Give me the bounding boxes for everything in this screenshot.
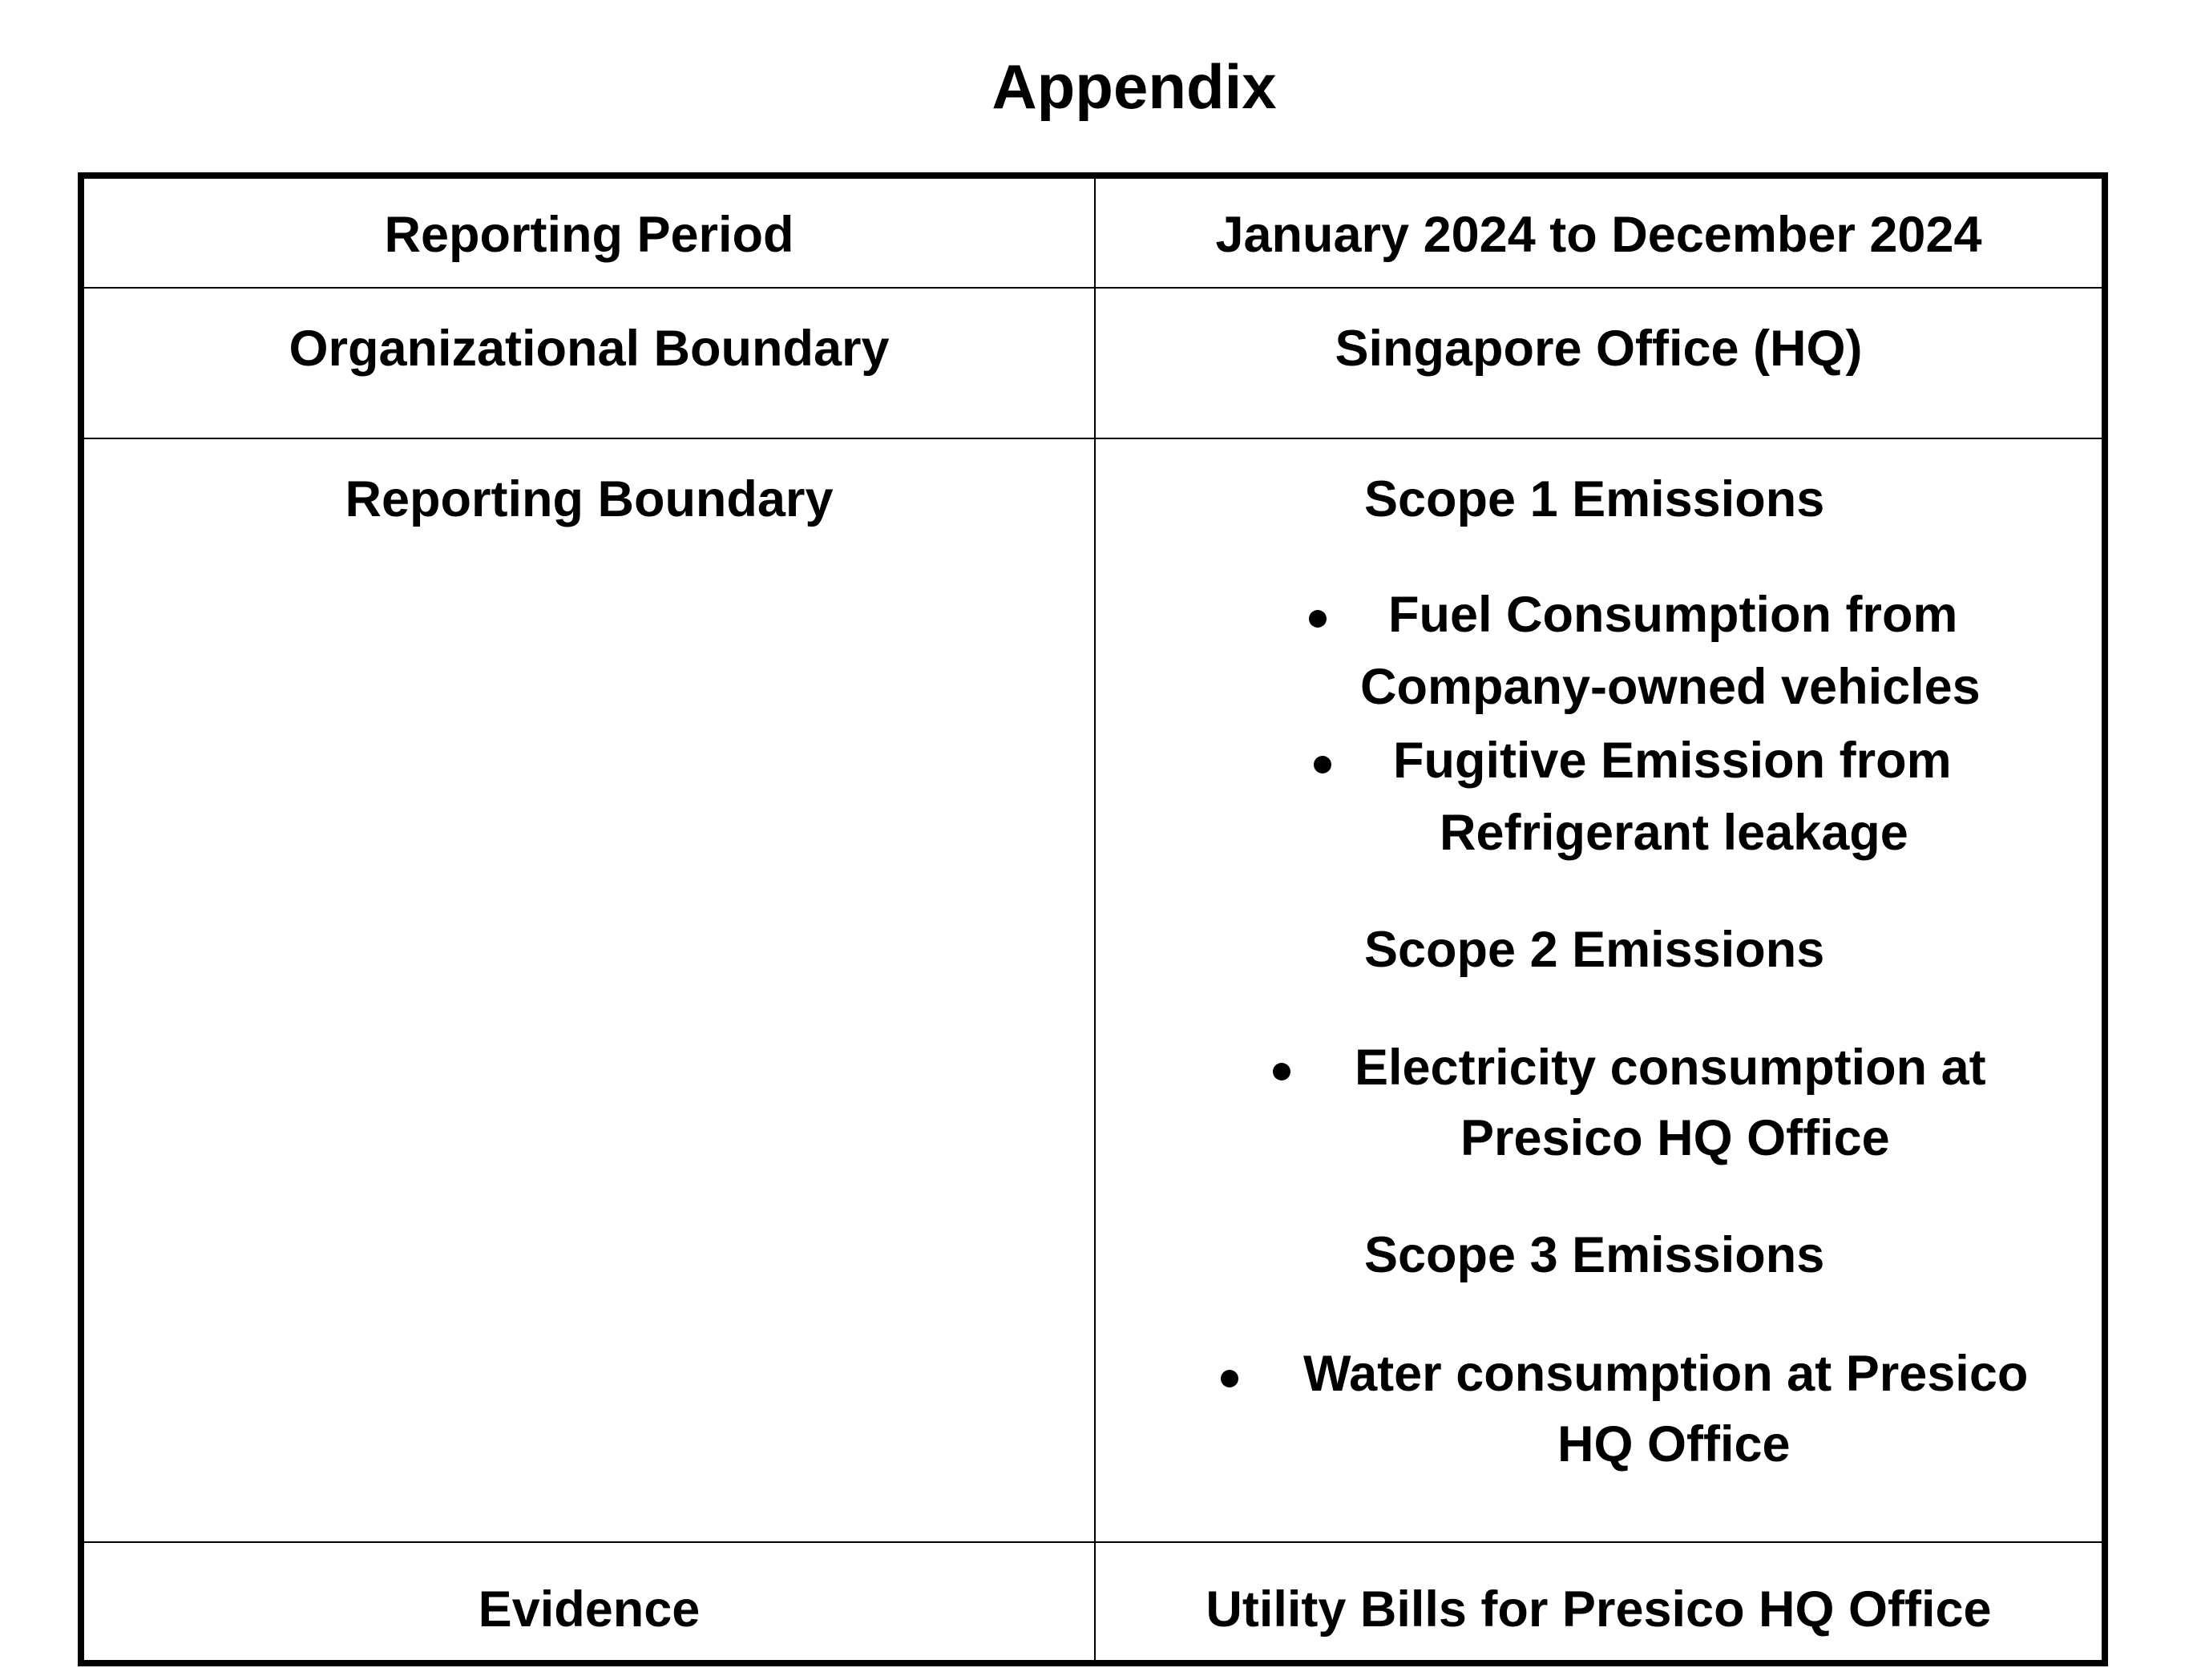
scope-1-item-1-line-2: Company-owned vehicles bbox=[1360, 659, 1981, 715]
scope-1-item-1-line-1: Fuel Consumption from bbox=[1388, 587, 1958, 643]
scope-2-item-1-line-1: Electricity consumption at bbox=[1355, 1040, 1986, 1096]
bullet-icon bbox=[1273, 1063, 1290, 1080]
scope-3-heading: Scope 3 Emissions bbox=[1364, 1227, 1825, 1283]
appendix-table bbox=[78, 172, 2108, 1666]
bullet-icon bbox=[1314, 756, 1331, 773]
row-divider bbox=[84, 287, 2102, 289]
scope-3-item-1-line-2: HQ Office bbox=[1557, 1416, 1791, 1472]
column-divider bbox=[1094, 179, 1096, 1660]
row-divider bbox=[84, 1541, 2102, 1543]
row-divider bbox=[84, 438, 2102, 439]
scope-2-item-1-line-2: Presico HQ Office bbox=[1460, 1110, 1890, 1166]
evidence-value: Utility Bills for Presico HQ Office bbox=[1206, 1581, 1992, 1638]
organizational-boundary-label: Organizational Boundary bbox=[289, 321, 890, 377]
scope-1-heading: Scope 1 Emissions bbox=[1364, 471, 1825, 527]
bullet-icon bbox=[1309, 610, 1327, 628]
reporting-period-label: Reporting Period bbox=[384, 207, 794, 263]
reporting-boundary-label: Reporting Boundary bbox=[345, 471, 834, 527]
evidence-label: Evidence bbox=[478, 1581, 701, 1638]
page-title: Appendix bbox=[991, 51, 1277, 122]
scope-1-item-2-line-1: Fugitive Emission from bbox=[1393, 733, 1952, 789]
scope-2-heading: Scope 2 Emissions bbox=[1364, 922, 1825, 978]
scope-3-item-1-line-1: Water consumption at Presico bbox=[1303, 1346, 2029, 1402]
reporting-period-value: January 2024 to December 2024 bbox=[1215, 207, 1982, 263]
bullet-icon bbox=[1221, 1370, 1238, 1387]
organizational-boundary-value: Singapore Office (HQ) bbox=[1335, 321, 1863, 377]
scope-1-item-2-line-2: Refrigerant leakage bbox=[1440, 805, 1908, 861]
